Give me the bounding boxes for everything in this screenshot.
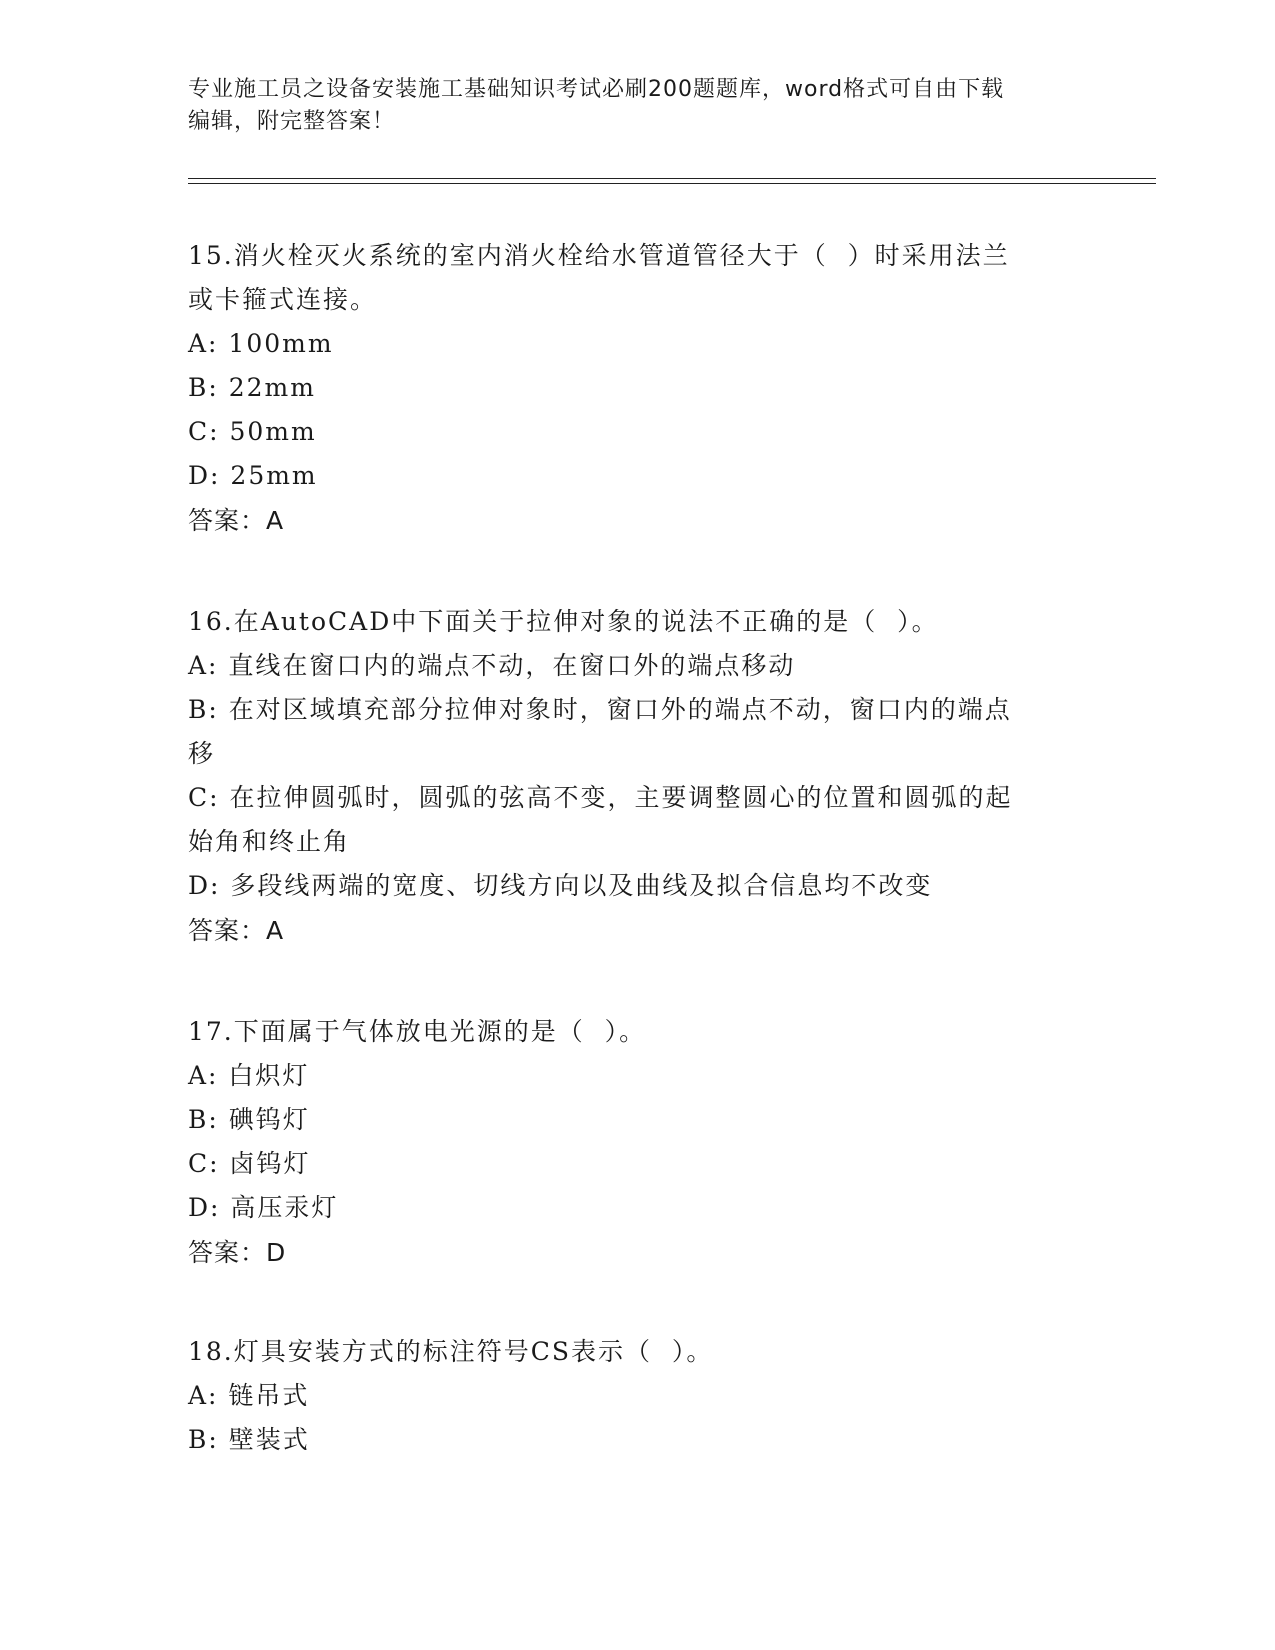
option-c-continued: 始角和终止角 xyxy=(188,827,351,856)
option-d: D: 高压汞灯 xyxy=(188,1193,339,1222)
answer-key: 答案：D xyxy=(188,1238,287,1267)
option-b: B: 壁装式 xyxy=(188,1425,310,1454)
header-divider-bottom xyxy=(188,183,1156,184)
option-d: D: 25mm xyxy=(188,461,318,490)
document-header xyxy=(188,74,1068,138)
option-b: B: 碘钨灯 xyxy=(188,1105,310,1134)
question-stem: 16.在AutoCAD中下面关于拉伸对象的说法不正确的是（ ）。 xyxy=(188,607,939,636)
question-16 xyxy=(188,600,1088,954)
answer-key: 答案：A xyxy=(188,506,285,535)
question-17 xyxy=(188,1010,1088,1276)
header-title-line-2: 编辑，附完整答案！ xyxy=(188,109,396,134)
option-a: A: 直线在窗口内的端点不动，在窗口外的端点移动 xyxy=(188,651,796,680)
header-title-line-1: 专业施工员之设备安装施工基础知识考试必刷200题题库，word格式可自由下载 xyxy=(188,77,1005,102)
header-divider-top xyxy=(188,178,1156,179)
option-b: B: 22mm xyxy=(188,373,316,402)
question-stem-continued: 或卡箍式连接。 xyxy=(188,285,378,314)
option-d: D: 多段线两端的宽度、切线方向以及曲线及拟合信息均不改变 xyxy=(188,871,933,900)
question-stem: 15.消火栓灭火系统的室内消火栓给水管道管径大于（ ）时采用法兰 xyxy=(188,241,1010,270)
answer-key: 答案：A xyxy=(188,916,285,945)
option-c: C: 在拉伸圆弧时，圆弧的弦高不变，主要调整圆心的位置和圆弧的起 xyxy=(188,783,1013,812)
option-b-continued: 移 xyxy=(188,739,216,768)
option-b: B: 在对区域填充部分拉伸对象时，窗口外的端点不动，窗口内的端点 xyxy=(188,695,1012,724)
option-a: A: 100mm xyxy=(188,329,334,358)
option-c: C: 50mm xyxy=(188,417,317,446)
question-stem: 18.灯具安装方式的标注符号CS表示（ ）。 xyxy=(188,1337,714,1366)
question-15 xyxy=(188,234,1088,544)
option-c: C: 卤钨灯 xyxy=(188,1149,311,1178)
option-a: A: 链吊式 xyxy=(188,1381,310,1410)
option-a: A: 白炽灯 xyxy=(188,1061,310,1090)
question-18 xyxy=(188,1330,1088,1462)
question-stem: 17.下面属于气体放电光源的是（ ）。 xyxy=(188,1017,647,1046)
